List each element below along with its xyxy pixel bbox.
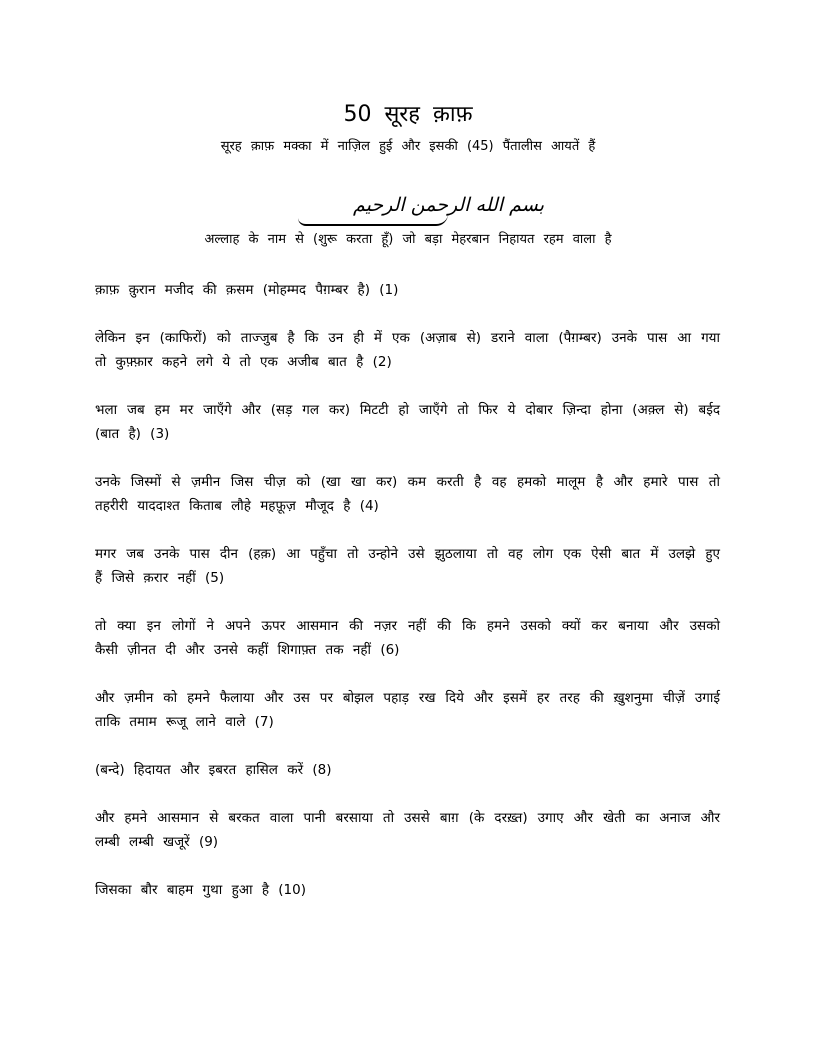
- verse-list: [95, 278, 720, 926]
- bismillah-calligraphy: [290, 190, 550, 230]
- bismillah-translation: अल्लाह के नाम से (शुरू करता हूँ) जो बड़ा मेहरबान निहायत रहम वाला है: [204, 232, 612, 247]
- verse-5: मगर जब उनके पास दीन (हक़) आ पहुँचा तो उन्होने उसे झुठलाया तो वह लोग एक ऐसी बात में उलझे हुए हैं जिसे क़रार नहीं (5): [95, 546, 720, 586]
- verse-4: उनके जिस्मों से ज़मीन जिस चीज़ को (खा खा कर) कम करती है वह हमको मालूम है और हमारे पास तो तहरीरी याददाश्त किताब लौहे महफ़ूज़ मौजूद है (4): [95, 474, 720, 514]
- verse-10: जिसका बौर बाहम गुथा हुआ है (10): [95, 882, 306, 898]
- verse-8: (बन्दे) हिदायत और इबरत हासिल करें (8): [95, 762, 332, 778]
- verse-1: क़ाफ़ क़ुरान मजीद की क़सम (मोहम्मद पैग़म्बर है) (1): [95, 282, 399, 298]
- verse-7: और ज़मीन को हमने फैलाया और उस पर बोझल पहाड़ रख दिये और इसमें हर तरह की ख़ुशनुमा चीज़ें उगाई ताकि तमाम रूजू लाने वाले (7): [95, 690, 720, 730]
- verse-2: लेकिन इन (काफिरों) को ताज्जुब है कि उन ही में एक (अज़ाब से) डराने वाला (पैग़म्बर) उनके पास आ गया तो कुफ़्फ़ार कहने लगे ये तो एक अजीब बात है (2): [95, 330, 720, 370]
- verse-9: और हमने आसमान से बरकत वाला पानी बरसाया तो उससे बाग़ (के दरख़्त) उगाए और खेती का अनाज और लम्बी लम्बी खजूरें (9): [95, 810, 720, 850]
- verse-6: तो क्या इन लोगों ने अपने ऊपर आसमान की नज़र नहीं की कि हमने उसको क्यों कर बनाया और उसको कैसी ज़ीनत दी और उनसे कहीं शिगाफ़्त तक नहीं (6): [95, 618, 720, 658]
- bismillah-calligraphy-text: بسم الله الرحمن الرحيم: [353, 194, 544, 216]
- surah-subtitle: सूरह क़ाफ़ मक्का में नाज़िल हुई और इसकी (45) पैंतालीस आयतें हैं: [220, 139, 596, 154]
- surah-title: 50 सूरह क़ाफ़: [343, 102, 473, 127]
- verse-3: भला जब हम मर जाएँगे और (सड़ गल कर) मिटटी हो जाएँगे तो फिर ये दोबार ज़िन्दा होना (अक़्ल से) बईद (बात है) (3): [95, 402, 720, 442]
